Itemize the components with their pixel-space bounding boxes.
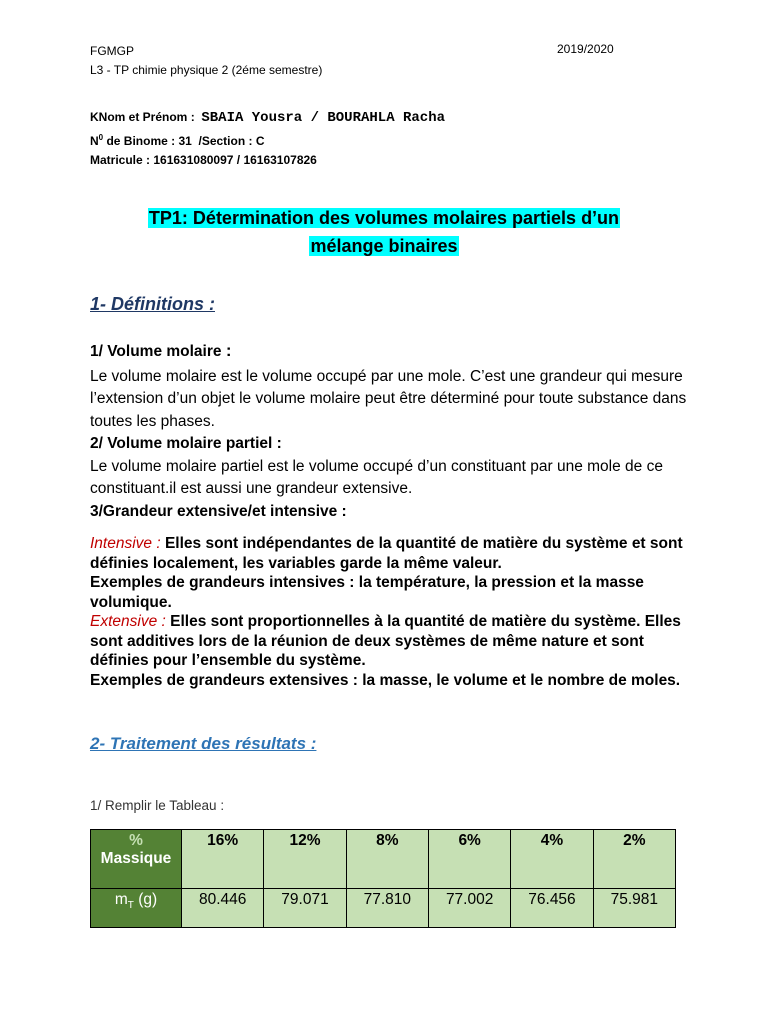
percent-cell: 8% [346,830,428,889]
section-2-heading: 2- Traitement des résultats : [90,734,317,753]
section-1-heading: 1- Définitions : [90,294,215,314]
table-row [91,889,676,928]
matricule-label: Matricule [90,153,143,167]
student-names: SBAIA Yousra / BOURAHLA Racha [201,110,445,126]
binome-sup: 0 [98,133,104,142]
subheading-volume-molaire-partiel: 2/ Volume molaire partiel : [90,435,282,452]
title-line-2: mélange binaires [310,236,458,256]
academic-year: 2019/2020 [557,42,614,56]
grandeurs-paragraph [90,534,690,690]
mass-cell: 77.810 [346,889,428,928]
intensive-label: Intensive : [90,535,161,552]
intensive-text: Elles sont indépendantes de la quantité de matière du système et sont définies localement, les variables garde la même valeur. [90,535,683,572]
results-table [90,829,676,928]
extensive-text: Elles sont proportionnelles à la quantité de matière du système. Elles sont additives lors de la réunion de deux systèmes de même nature et sont définies pour l’ensemble du système. [90,613,681,669]
mass-cell: 80.446 [182,889,264,928]
binome-text: de Binome : 31 /Section : C [103,134,265,148]
document-header [90,42,322,80]
document-title [90,204,678,260]
percent-cell: 16% [182,830,264,889]
name-line [90,108,445,128]
section-1-body [90,340,690,523]
subheading-grandeurs: 3/Grandeur extensive/et intensive : [90,502,347,520]
paragraph-volume-molaire: Le volume molaire est le volume occupé par une mole. C’est une grandeur qui mesure l’extension d’un objet le volume molaire peut être déterminé pour toute substance dans toutes les phases. [90,367,687,430]
matricule-line [90,151,445,170]
title-line-1: TP1: Détermination des volumes molaires partiels d’un [148,208,620,228]
binome-prefix: N [90,134,99,148]
matricule-value: : 161631080097 / 16163107826 [142,153,317,167]
mass-cell: 75.981 [593,889,675,928]
course-name: L3 - TP chimie physique 2 (2éme semestre) [90,63,323,77]
mass-cell: 77.002 [428,889,510,928]
org-name: FGMGP [90,44,134,58]
percent-cell: 4% [511,830,593,889]
percent-cell: 2% [593,830,675,889]
table-row [91,830,676,889]
binome-line [90,128,445,151]
mass-cell: 79.071 [264,889,346,928]
extensive-examples: Exemples de grandeurs extensives : la masse, le volume et le nombre de moles. [90,671,681,689]
table-instruction: 1/ Remplir le Tableau : [90,798,225,813]
extensive-definition [90,612,690,671]
header-percent-massique: % Massique [91,830,182,889]
percent-cell: 6% [428,830,510,889]
subheading-volume-molaire: 1/ Volume molaire : [90,341,232,360]
extensive-label: Extensive : [90,613,166,630]
mass-cell: 76.456 [511,889,593,928]
name-label: KNom et Prénom [90,110,188,124]
intensive-definition [90,534,690,573]
percent-cell: 12% [264,830,346,889]
paragraph-volume-molaire-partiel: Le volume molaire partiel est le volume occupé d’un constituant par une mole de ce constituant.il est aussi une grandeur extensive. [90,457,663,497]
header-total-mass: $m_T$ (g) [91,889,182,928]
identity-block [90,108,445,170]
name-separator: : [187,110,202,124]
intensive-examples: Exemples de grandeurs intensives : la température, la pression et la masse volumique. [90,574,644,611]
